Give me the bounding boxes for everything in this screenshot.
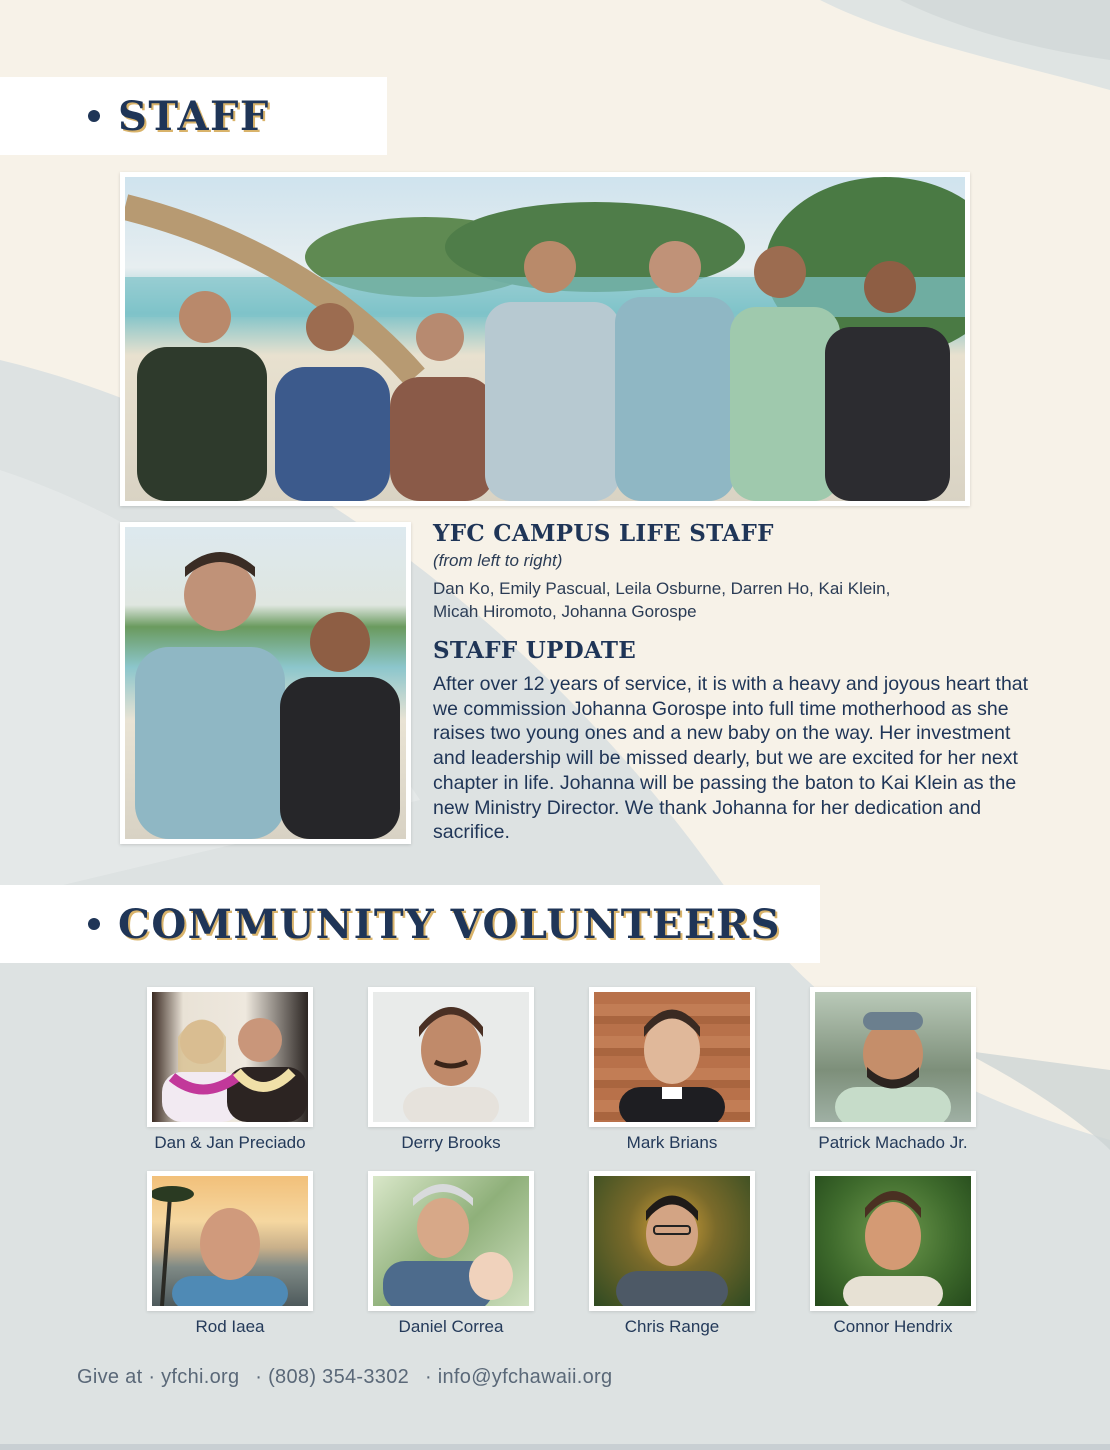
volunteer-name: Mark Brians: [626, 1133, 718, 1152]
volunteer-card: [147, 1171, 313, 1337]
bullet-icon: [88, 918, 100, 930]
volunteer-card: [147, 987, 313, 1153]
footer-give-link[interactable]: Give at · yfchi.org: [77, 1366, 240, 1388]
staff-group-photo: [120, 172, 970, 506]
volunteer-card: [810, 987, 976, 1153]
staff-heading: YFC CAMPUS LIFE STAFF: [433, 520, 774, 547]
volunteer-photo: [810, 1171, 976, 1311]
volunteer-photo: [368, 1171, 534, 1311]
staff-names-line-1: Dan Ko, Emily Pascual, Leila Osburne, Darren Ho, Kai Klein,: [433, 579, 891, 598]
volunteer-name: Chris Range: [624, 1317, 720, 1336]
volunteer-photo: [147, 987, 313, 1127]
volunteer-photo: [147, 1171, 313, 1311]
volunteer-photo: [589, 1171, 755, 1311]
staff-update-heading: STAFF UPDATE: [433, 637, 637, 664]
footer-contact: [77, 1366, 612, 1389]
volunteer-name: Derry Brooks: [401, 1133, 501, 1152]
staff-update-photo: [120, 522, 411, 844]
volunteers-section-banner: [0, 885, 820, 963]
staff-names: [433, 577, 1043, 623]
staff-names-line-2: Micah Hiromoto, Johanna Gorospe: [433, 602, 697, 621]
volunteer-card: [368, 987, 534, 1153]
volunteer-photo: [810, 987, 976, 1127]
volunteer-name: Connor Hendrix: [833, 1317, 953, 1336]
staff-section-title: STAFF: [118, 92, 270, 140]
volunteer-photo: [589, 987, 755, 1127]
footer-email[interactable]: · info@yfchawaii.org: [424, 1366, 613, 1388]
volunteer-name: Rod Iaea: [195, 1317, 265, 1336]
staff-text-block: [433, 520, 1043, 845]
volunteer-card: [589, 987, 755, 1153]
staff-subtitle: (from left to right): [433, 551, 563, 570]
volunteer-card: [810, 1171, 976, 1337]
volunteer-photo: [368, 987, 534, 1127]
staff-update-body: After over 12 years of service, it is with a heavy and joyous heart that we commission Johanna Gorospe into full time motherhood as she raises two young ones and a new baby on the way. Her investment and leadership will be missed dearly, but we are excited for her next chapter in life. Johanna will be passing the baton to Kai Klein as the new Ministry Director. We thank Johanna for her dedication and sacrifice.: [433, 673, 1029, 844]
volunteer-name: Patrick Machado Jr.: [818, 1133, 968, 1152]
volunteer-card: [589, 1171, 755, 1337]
staff-update-photo-art: [125, 527, 406, 839]
staff-section-banner: [0, 77, 387, 155]
bullet-icon: [88, 110, 100, 122]
volunteers-section-title: COMMUNITY VOLUNTEERS: [118, 900, 782, 948]
bottom-bar: [0, 1444, 1110, 1450]
staff-group-photo-art: [125, 177, 965, 501]
footer-phone[interactable]: · (808) 354-3302: [255, 1366, 410, 1388]
volunteer-name: Dan & Jan Preciado: [154, 1133, 306, 1152]
volunteer-card: [368, 1171, 534, 1337]
volunteer-name: Daniel Correa: [398, 1317, 504, 1336]
